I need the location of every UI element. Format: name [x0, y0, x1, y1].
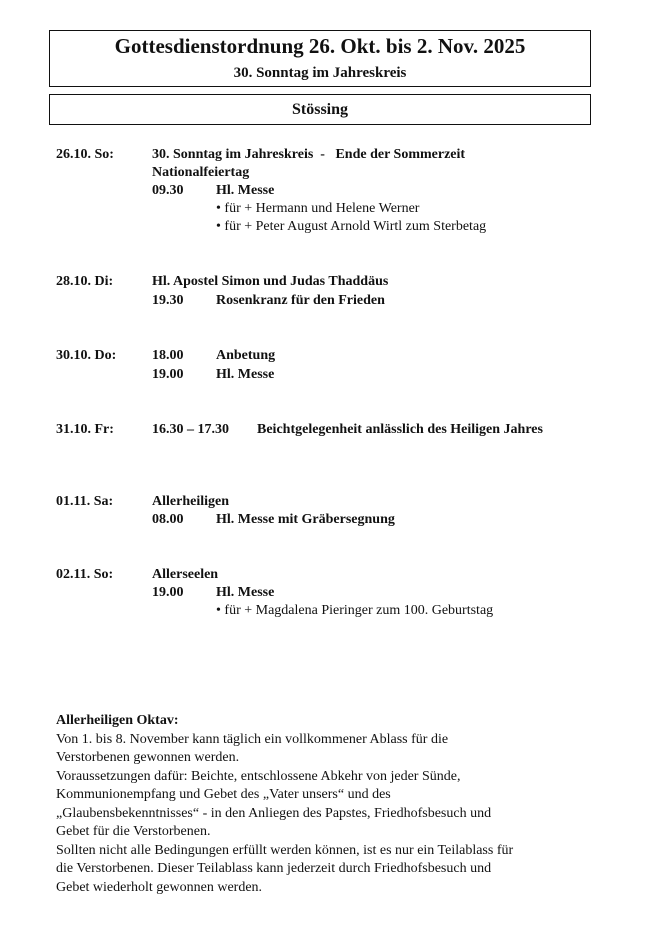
- day-feast: Hl. Apostel Simon und Judas Thaddäus: [152, 274, 389, 289]
- event-title: Beichtgelegenheit anlässlich des Heiligen Jahres: [257, 422, 543, 437]
- note-line: Von 1. bis 8. November kann täglich ein vollkommener Ablass für die: [56, 731, 449, 747]
- note-line: die Verstorbenen. Dieser Teilablass kann jederzeit durch Friedhofsbesuch und: [56, 861, 492, 876]
- event-time: 08.00: [152, 512, 184, 527]
- day-date: 30.10. Do:: [56, 348, 117, 363]
- event-title: Hl. Messe: [216, 367, 275, 382]
- page-title: Gottesdienstordnung 26. Okt. bis 2. Nov. 2025: [114, 34, 526, 58]
- event-time: 19.00: [152, 585, 184, 600]
- event-title: Hl. Messe: [216, 183, 275, 198]
- event-time: 19.30: [152, 293, 184, 308]
- day-date: 26.10. So:: [56, 147, 114, 162]
- event-time: 16.30 – 17.30: [152, 422, 229, 437]
- event-time: 09.30: [152, 183, 184, 198]
- title-box: [49, 30, 591, 87]
- day-date: 01.11. Sa:: [56, 494, 114, 509]
- note-line: Gebet für die Verstorbenen.: [56, 824, 211, 839]
- event-title: Hl. Messe mit Gräbersegnung: [216, 512, 395, 527]
- event-title: Anbetung: [216, 348, 276, 363]
- day-feast: Allerseelen: [152, 567, 219, 582]
- intention: • für + Peter August Arnold Wirtl zum Sterbetag: [216, 219, 487, 234]
- day-feast-2: Nationalfeiertag: [152, 165, 250, 180]
- day-date: 02.11. So:: [56, 567, 114, 582]
- event-title: Hl. Messe: [216, 585, 275, 600]
- note-section: [56, 712, 596, 897]
- note-line: „Glaubensbekenntnisses“ - in den Anliegen des Papstes, Friedhofsbesuch und: [56, 805, 492, 821]
- day-feast: 30. Sonntag im Jahreskreis - Ende der Sommerzeit: [152, 147, 466, 162]
- note-heading: Allerheiligen Oktav:: [56, 713, 179, 728]
- event-time: 18.00: [152, 348, 184, 363]
- page-subtitle: 30. Sonntag im Jahreskreis: [233, 65, 407, 81]
- note-line: Gebet wiederholt gewonnen werden.: [56, 879, 263, 895]
- intention: • für + Hermann und Helene Werner: [216, 201, 420, 216]
- day-feast: Allerheiligen: [152, 494, 229, 509]
- day-date: 31.10. Fr:: [56, 422, 114, 437]
- event-title: Rosenkranz für den Frieden: [216, 293, 385, 308]
- place-box: [49, 94, 591, 125]
- day-date: 28.10. Di:: [56, 274, 114, 289]
- note-line: Voraussetzungen dafür: Beichte, entschlossene Abkehr von jeder Sünde,: [56, 768, 461, 784]
- note-line: Verstorbenen gewonnen werden.: [56, 750, 240, 765]
- place-heading: Stössing: [291, 101, 349, 118]
- event-time: 19.00: [152, 367, 184, 382]
- note-line: Sollten nicht alle Bedingungen erfüllt werden können, ist es nur ein Teilablass für: [56, 842, 514, 858]
- note-line: Kommunionempfang und Gebet des „Vater unsers“ und des: [56, 787, 391, 802]
- intention: • für + Magdalena Pieringer zum 100. Geburtstag: [216, 603, 494, 618]
